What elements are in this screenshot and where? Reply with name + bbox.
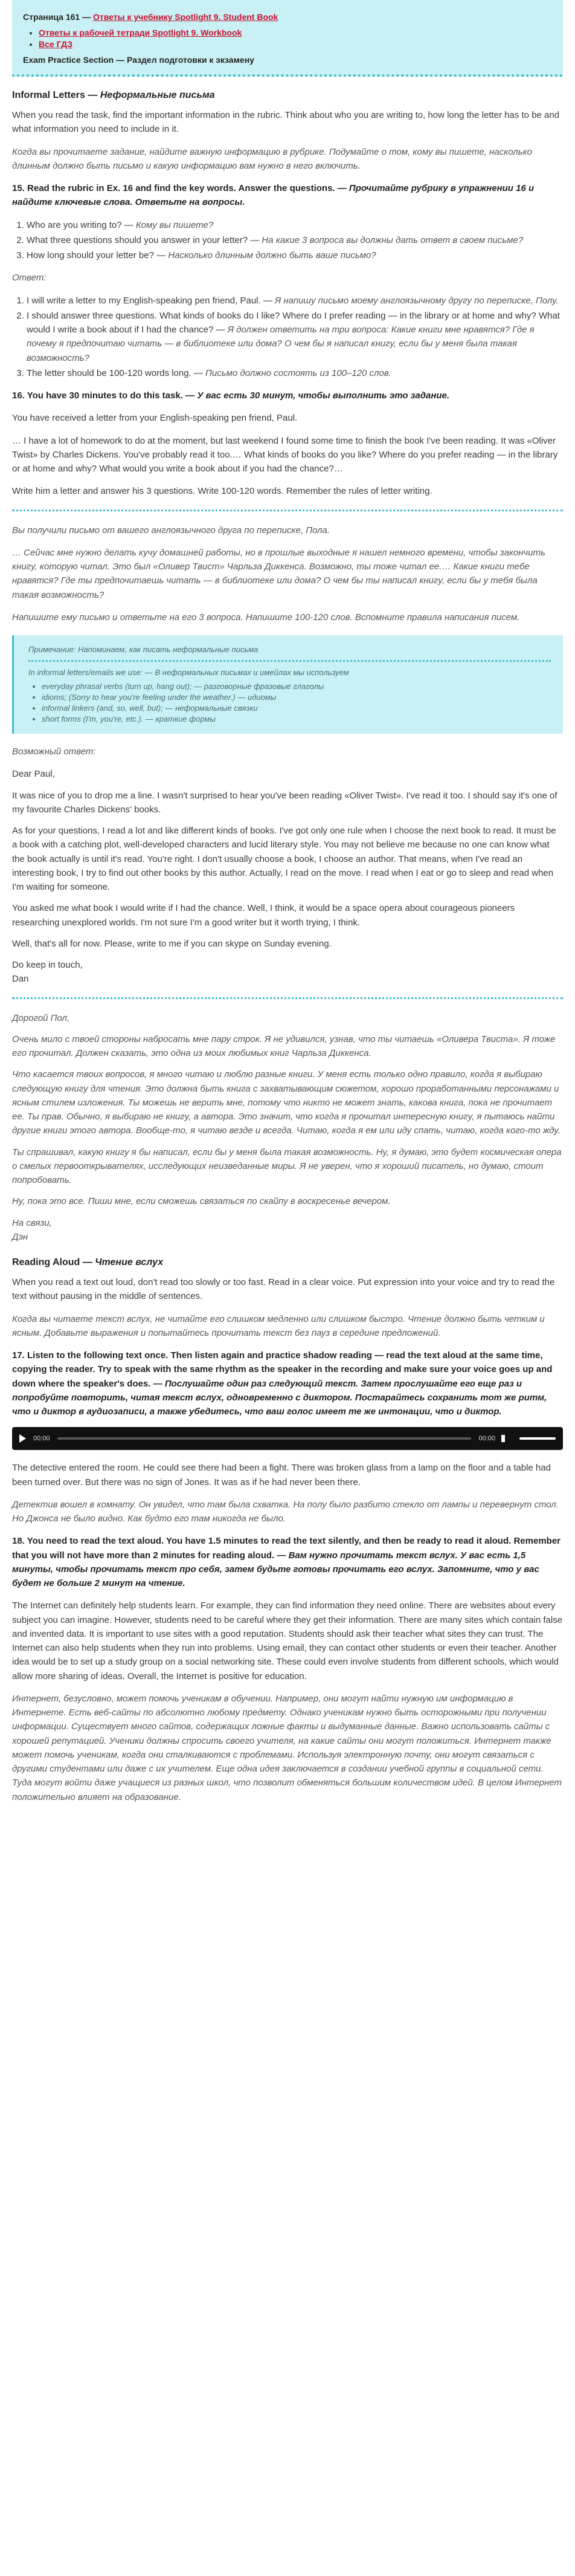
note-title: Примечание: Напоминаем, как писать неформальные письма (28, 645, 551, 662)
list-item (27, 233, 563, 247)
page-label: Страница 161 — (23, 12, 93, 22)
task-15-title (12, 181, 563, 210)
related-links (23, 28, 552, 49)
task-16-title (12, 389, 563, 403)
task-title-ru: Прочитайте рубрику в упражнении 16 и найдите ключевые слова. Ответьте на вопросы. (12, 183, 535, 208)
volume-slider[interactable] (519, 1437, 556, 1440)
question-en: Who are you writing to? — (27, 219, 136, 230)
main-content (0, 90, 575, 1804)
note-box (12, 635, 563, 734)
question-en: What three questions should you answer in your letter? — (27, 235, 262, 245)
list-item (27, 294, 563, 308)
heading-en: Reading Aloud — (12, 1257, 95, 1267)
answer-letter-ru (12, 1011, 563, 1244)
task-16-received-ru: Вы получили письмо от вашего англоязычного друга по переписке, Пола. (12, 525, 330, 536)
note-intro: In informal letters/emails we use: — В неформальных письмах и имейлах мы используем (28, 668, 349, 677)
note-list (28, 682, 551, 723)
list-item (39, 39, 552, 49)
divider (12, 510, 563, 511)
task-title-ru: Вам нужно прочитать текст вслух. У вас есть 1,5 минуты, чтобы прочитать текст про себя, затем будьте готовы прочитать его вслух. Запомните, что у вас будет не больше 2 минут на чтение. (12, 1550, 539, 1588)
letter-paragraph: Что касается твоих вопросов, я много читаю и люблю разные книги. У меня есть только одно правило, когда я выбираю следующую книгу для чтения. Это должна быть книга с захватывающим сюжетом, хорошо проработанными персонажами и ясным стилем изложения. Ты можешь не верить мне, потому что никто не может знать, какова книга, пока не прочитает ее. Ты прав. Обычно, я выбираю не книгу, а автора. Это значит, что когда я прочитал интересную книгу, я пытаюсь найти другие книги этого автора. Вообще-то, я читаю везде и всегда. Читаю, когда я ем или иду спать, читаю, когда кого-то жду. (12, 1069, 561, 1136)
letter-paragraph: Ну, пока это все. Пиши мне, если сможешь связаться по скайпу в воскресенье вечером. (12, 1196, 391, 1207)
audio-progress-slider[interactable] (57, 1437, 472, 1440)
reading-intro-en: When you read a text out loud, don't read too slowly or too fast. Read in a clear voice. Put expression into your voice and try to read the text without pausing in the middle of sentences. (12, 1277, 555, 1302)
task-17-text-ru: Детектив вошел в комнату. Он увидел, что там была схватка. На полу было разбито стекло от лампы и перевернут стол. Но Джонса не было видно. Как будто его там никогда не было. (12, 1499, 559, 1524)
play-icon[interactable] (19, 1434, 26, 1443)
answer-label: Ответ: (12, 273, 47, 283)
list-item (39, 28, 552, 37)
list-item (27, 366, 563, 380)
all-gdz-link[interactable]: Все ГДЗ (39, 39, 73, 49)
task-16-instruction: Write him a letter and answer his 3 questions. Write 100-120 words. Remember the rules of letter writing. (12, 486, 432, 497)
question-ru: Кому вы пишете? (135, 219, 214, 230)
task-title-ru: У вас есть 30 минут, чтобы выполнить это задание. (197, 390, 450, 401)
informal-intro-en: When you read the task, find the important information in the rubric. Think about who you are writing to, how long the letter has to be and what information you need to include in it. (12, 110, 560, 135)
task-16-instruction-ru: Напишите ему письмо и ответьте на его 3 вопроса. Напишите 100-120 слов. Вспомните правила написания писем. (12, 612, 520, 623)
letter-greeting: Дорогой Пол, (12, 1012, 70, 1023)
task-17-title (12, 1348, 563, 1419)
heading-ru: Неформальные письма (100, 90, 215, 100)
task-15-answers (12, 294, 563, 381)
list-item: • informal linkers (and, so, well, but); — неформальные связки (42, 704, 551, 713)
task-16-received: You have received a letter from your English-speaking pen friend, Paul. (12, 413, 298, 424)
workbook-link[interactable]: Ответы к рабочей тетради Spotlight 9. Workbook (39, 28, 242, 37)
question-ru: На какие 3 вопроса вы должны дать ответ в своем письме? (262, 235, 524, 245)
task-title-ru: Послушайте один раз следующий текст. Затем прослушайте его еще раз и попробуйте повторить, читая текст вслух, одновременно с диктором. Постарайтесь сохранить тот же ритм, что и диктор в аудиозаписи, а также убедитесь, что ваш голос имеет те же интонации, что и диктор. (12, 1378, 547, 1417)
list-item: • idioms; (Sorry to hear you're feeling under the weather.) — идиомы (42, 693, 551, 702)
letter-signature: Dan (12, 974, 29, 985)
letter-closing: Do keep in touch, (12, 960, 83, 970)
answer-ru: Я должен ответить на три вопроса: Какие книги мне нравятся? Где я почему я предпочитаю читать — в библиотеке или дома? О чем бы я написал книгу, если бы у меня была такая возможность? (27, 325, 535, 363)
letter-paragraph: Ты спрашивал, какую книгу я бы написал, если бы у меня была такая возможность. Ну, я думаю, это будет космическая опера о смелых первооткрывателях, исследующих неизведанные миры. Я не уверен, что я хороший писатель, но думаю, стоит попробовать. (12, 1147, 562, 1185)
answer-letter-en (12, 767, 563, 986)
volume-icon[interactable] (501, 1435, 515, 1442)
letter-signature: Дэн (12, 1231, 28, 1242)
task-16-letter-excerpt: … I have a lot of homework to do at the moment, but last weekend I found some time to finish the book I've been reading. It was «Oliver Twist» by Charles Dickens. You've probably read it too.… What kinds of books do you like? Where do you prefer reading — in the library or at home and why? What would you write a book about if you had the chance?… (12, 435, 558, 474)
page-heading (23, 12, 552, 22)
divider (12, 997, 563, 999)
letter-paragraph: It was nice of you to drop me a line. I wasn't surprised to hear you've been reading «Oliver Twist». I've read it too. I should say it's one of my favourite Charles Dickens' books. (12, 790, 557, 815)
list-item: • everyday phrasal verbs (turn up, hang out); — разговорные фразовые глаголы (42, 682, 551, 691)
task-16-excerpt-ru: … Сейчас мне нужно делать кучу домашней работы, но в прошлые выходные я нашел немного времени, чтобы закончить книгу, которую читал. Это был «Оливер Твист» Чарльза Диккенса. Возможно, ты тоже читал ее.… Какие книги тебе нравятся? Где ты предпочитаешь читать — в библиотеке или дома? О чем бы ты написал книгу, если бы у тебя была такая возможность? (12, 547, 545, 600)
question-en: How long should your letter be? — (27, 250, 169, 261)
informal-letters-heading (12, 90, 563, 101)
answer-ru: Письмо должно состоять из 100–120 слов. (205, 367, 391, 378)
heading-en: Informal Letters — (12, 90, 100, 100)
task-18-text-ru: Интернет, безусловно, может помочь ученикам в обучении. Например, они могут найти нужную им информацию в Интернете. Есть веб-сайты по абсолютно любому предмету. Однако ученикам нужно быть осторожными при получении информации. Существует много сайтов, содержащих ложные факты и выдуманные данные. Важно использовать сайты с хорошей репутацией. Ученики должны спросить своего учителя, на какие сайты они могут положиться. Интернет также может помочь ученикам, когда они сталкиваются с проблемами. Используя электронную почту, они могут связаться с другими студентами или даже с их учителем. Еще одна идея заключается в создании учебной группы в социальной сети. Туда могут войти даже учащиеся из разных школ, что позволит обменяться большим количеством идей. В целом Интернет положительно влияет на образование. (12, 1693, 562, 1802)
audio-player (12, 1427, 563, 1450)
answer-en: I should answer three questions. What kinds of books do I like? Where do I prefer reading — in the library or at home and why? What would I write a book about if I had the chance? — (27, 310, 560, 335)
letter-paragraph: Очень мило с твоей стороны набросать мне пару строк. Я не удивился, узнав, что ты читаешь «Оливера Твиста». Я тоже его прочитал. Должен сказать, это одна из моих любимых книг Чарльза Диккенса. (12, 1034, 556, 1058)
question-ru: Насколько длинным должно быть ваше письмо? (168, 250, 376, 261)
possible-answer-label: Возможный ответ: (12, 746, 96, 757)
letter-paragraph: Well, that's all for now. Please, write to me if you can skype on Sunday evening. (12, 938, 332, 949)
answer-ru: Я напишу письмо моему англоязычному другу по переписке, Полу. (275, 295, 559, 306)
task-15-questions (12, 218, 563, 263)
list-item (27, 218, 563, 232)
reading-intro-ru: Когда вы читаете текст вслух, не читайте его слишком медленно или слишком быстро. Чтение должно быть четким и ясным. Добавьте выражения и попытайтесь прочитать текст без пауз в середине предложений. (12, 1313, 545, 1338)
task-18-title (12, 1534, 563, 1590)
task-18-text-en: The Internet can definitely help students learn. For example, they can find information they need online. There are websites about every subject you can imagine. However, students need to be careful where they get their information. There are many sites which contain false and invented data. It is important to use sites with a good reputation. Students should ask their teacher what sites they can trust. The Internet can also help students when they run into problems. Using email, they can contact other students or even their teacher. Another idea would be to set up a study group on a social networking site. These could even involve students from different schools, which would allow more sharing of ideas. Overall, the Internet is positive for education. (12, 1600, 563, 1681)
student-book-link[interactable]: Ответы к учебнику Spotlight 9. Student Book (92, 12, 278, 22)
heading-ru: Чтение вслух (95, 1257, 164, 1267)
task-title-en: 16. You have 30 minutes to do this task. — (12, 390, 198, 401)
letter-closing: На связи, (12, 1217, 52, 1228)
letter-paragraph: As for your questions, I read a lot and like different kinds of books. I've got only one rule when I choose the next book to read. It must be a book with a catching plot, well-developed characters and lucid literary style. You may not believe me because no one can know what the book actually is until it's read. You're right. I don't usually choose a book, I choose an author. That means, when I've read an interesting book, I try to find out other books by this author. Actually, I read on the move. I read when I eat or go to sleep and read when I'm waiting for someone. (12, 826, 556, 892)
task-17-text-en: The detective entered the room. He could see there had been a fight. There was broken glass from a lamp on the floor and a table had been turned over. But there was no sign of Jones. It was as if he had never been there. (12, 1463, 551, 1487)
header-box (12, 0, 563, 77)
task-title-en: 18. You need to read the text aloud. You have 1.5 minutes to read the text silently, and then be ready to read it aloud. Remember that you will not have more than 2 minutes for reading aloud. — (12, 1536, 561, 1561)
letter-greeting: Dear Paul, (12, 769, 55, 780)
answer-en: The letter should be 100-120 words long. — (27, 367, 206, 378)
task-title-en: 15. Read the rubric in Ex. 16 and find the key words. Answer the questions. — (12, 183, 349, 193)
list-item: • short forms (I'm, you're, etc.). — краткие формы (42, 714, 551, 723)
section-title: Exam Practice Section — Раздел подготовки к экзамену (23, 55, 254, 65)
task-title-en: 17. Listen to the following text once. Then listen again and practice shadow reading — read the text aloud at the same time, copying the reader. Try to speak with the same rhythm as the speaker in the recording and make sure your voice goes up and down where the speaker's does. — (12, 1350, 553, 1389)
answer-en: I will write a letter to my English-speaking pen friend, Paul. — (27, 295, 275, 306)
letter-paragraph: You asked me what book I would write if I had the chance. Well, I think, it would be a space opera about courageous pioneers researching unexplored worlds. I'm not sure I'm a good writer but it worth trying, I think. (12, 903, 515, 928)
informal-intro-ru: Когда вы прочитаете задание, найдите важную информацию в рубрике. Подумайте о том, кому вы пишете, насколько длинным должно быть письмо и какую информацию вам нужно в него включить. (12, 146, 533, 171)
audio-duration: 00:00 (478, 1435, 495, 1443)
audio-current-time: 00:00 (33, 1435, 50, 1443)
reading-aloud-heading (12, 1257, 563, 1268)
list-item (27, 309, 563, 365)
list-item (27, 248, 563, 262)
